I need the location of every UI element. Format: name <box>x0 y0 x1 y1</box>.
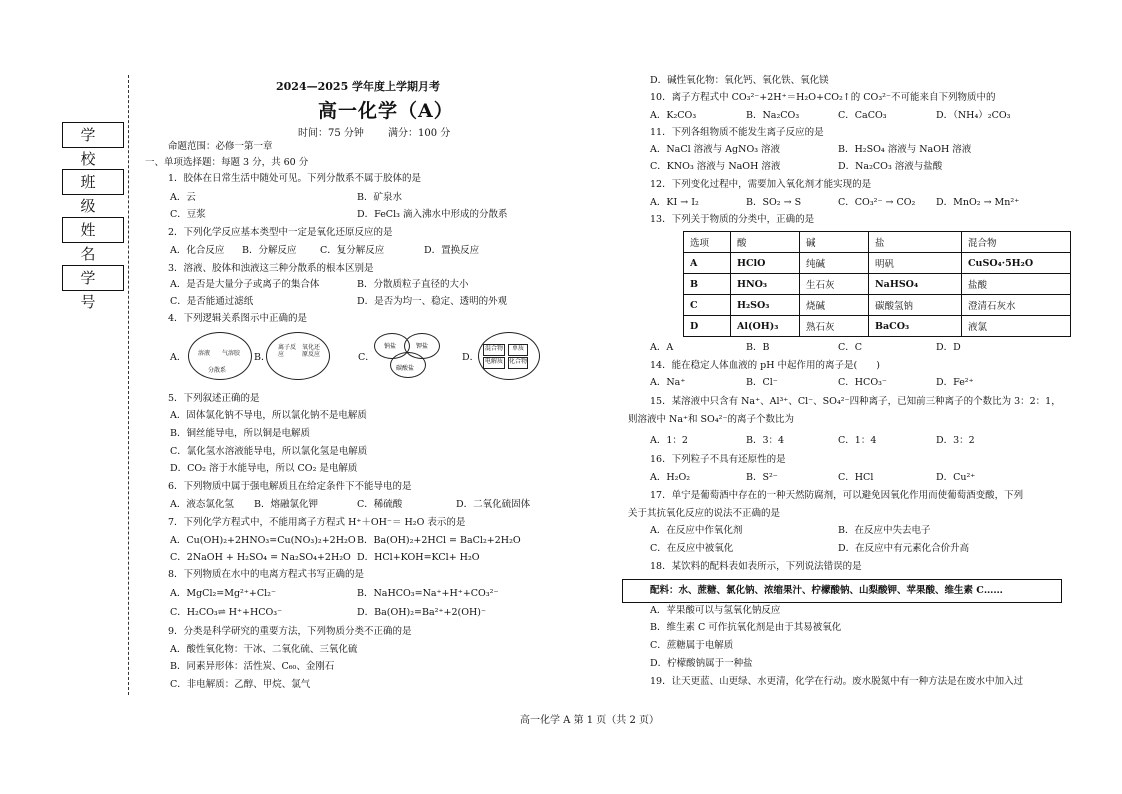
q7-stem: 7．下列化学方程式中，不能用离子方程式 H⁺＋OH⁻＝ H₂O 表示的是 <box>168 517 466 528</box>
q11-option-b: B．H₂SO₄ 溶液与 NaOH 溶液 <box>838 144 972 155</box>
q6-option-b: B．熔融氯化钾 <box>254 499 318 510</box>
q2-stem: 2．下列化学反应基本类型中一定是氧化还原反应的是 <box>168 227 393 238</box>
q7-option-a: A．Cu(OH)₂+2HNO₃=Cu(NO₃)₂+2H₂O <box>170 535 356 546</box>
q13-classification-table <box>683 231 1071 337</box>
table-cell: A <box>684 253 731 274</box>
q13-option-b: B．B <box>746 342 770 353</box>
q11-option-c: C．KNO₃ 溶液与 NaOH 溶液 <box>650 161 781 172</box>
q7-option-c: C．2NaOH + H₂SO₄ = Na₂SO₄+2H₂O <box>170 552 351 563</box>
q3-stem: 3．溶液、胶体和浊液这三种分散系的根本区别是 <box>168 263 374 274</box>
q14-option-c: C．HCO₃⁻ <box>838 377 887 388</box>
q4-a-label-2: 气溶胶 <box>222 350 241 357</box>
page-title: 高一化学（A） <box>318 100 454 122</box>
exam-score: 满分：100 分 <box>388 128 451 139</box>
q1-option-b: B．矿泉水 <box>357 192 402 203</box>
q4-option-a: A． <box>170 352 187 363</box>
table-cell: 明矾 <box>869 253 962 274</box>
q1-option-c: C．豆浆 <box>170 209 206 220</box>
table-header-cell: 混合物 <box>962 232 1071 253</box>
table-cell: CuSO₄·5H₂O <box>962 253 1071 274</box>
page-footer: 高一化学 A 第 1 页（共 2 页） <box>520 715 660 726</box>
q13-option-a: A．A <box>650 342 674 353</box>
q17-option-a: A．在反应中作氧化剂 <box>650 525 743 536</box>
q19-stem: 19．让天更蓝、山更绿、水更清，化学在行动。废水脱氮中有一种方法是在废水中加入过 <box>650 676 1024 687</box>
q4-d-label-1: 混合物 <box>483 344 505 356</box>
q14-option-b: B．Cl⁻ <box>746 377 778 388</box>
q2-option-a: A．化合反应 <box>170 245 225 256</box>
table-cell: 熟石灰 <box>800 316 869 337</box>
table-cell: 烧碱 <box>800 295 869 316</box>
q10-option-d: D．（NH₄）₂CO₃ <box>936 110 1011 121</box>
q4-c-label-2: 钾盐 <box>416 343 429 350</box>
q15-option-d: D．3：2 <box>936 435 975 446</box>
table-cell: Al(OH)₃ <box>731 316 800 337</box>
exam-scope: 命题范围：必修一第一章 <box>168 141 273 152</box>
q14-option-d: D．Fe²⁺ <box>936 377 974 388</box>
q12-option-b: B．SO₂ → S <box>746 197 802 208</box>
table-cell: 纯碱 <box>800 253 869 274</box>
q14-stem: 14．能在稳定人体血液的 pH 中起作用的离子是( ) <box>650 360 880 371</box>
q10-stem: 10．离子方程式中 CO₃²⁻+2H⁺＝H₂O+CO₂↑的 CO₃²⁻不可能来自下列物质中的 <box>650 92 996 103</box>
q9-option-c: C．非电解质：乙醇、甲烷、氯气 <box>170 679 311 690</box>
table-cell: BaCO₃ <box>869 316 962 337</box>
table-cell: 液氯 <box>962 316 1071 337</box>
table-cell: D <box>684 316 731 337</box>
q17-stem: 17．单宁是葡萄酒中存在的一种天然防腐剂，可以避免因氧化作用而使葡萄酒变酸，下列 <box>650 490 1024 501</box>
table-cell: B <box>684 274 731 295</box>
q15-option-a: A．1：2 <box>650 435 688 446</box>
q12-stem: 12．下列变化过程中，需要加入氧化剂才能实现的是 <box>650 179 872 190</box>
q16-option-b: B．S²⁻ <box>746 472 778 483</box>
q4-diagram-d <box>478 332 540 380</box>
q12-option-a: A．KI → I₂ <box>650 197 699 208</box>
q2-option-c: C．复分解反应 <box>320 245 385 256</box>
q14-option-a: A．Na⁺ <box>650 377 686 388</box>
q4-a-label-1: 溶液 <box>198 350 211 357</box>
q9-stem: 9．分类是科学研究的重要方法，下列物质分类不正确的是 <box>168 626 412 637</box>
q5-option-a: A．固体氯化钠不导电，所以氯化钠不是电解质 <box>170 410 367 421</box>
q13-stem: 13．下列关于物质的分类中，正确的是 <box>650 214 815 225</box>
q4-d-label-2: 单质 <box>508 344 528 356</box>
q15-option-b: B．3：4 <box>746 435 785 446</box>
q17-stem-continued: 关于其抗氧化反应的说法不正确的是 <box>628 508 781 519</box>
q12-option-d: D．MnO₂ → Mn²⁺ <box>936 197 1020 208</box>
q3-option-c: C．是否能通过滤纸 <box>170 296 254 307</box>
q13-option-d: D．D <box>936 342 961 353</box>
q4-c-label-3: 碳酸盐 <box>396 365 415 372</box>
q17-option-d: D．在反应中有元素化合价升高 <box>838 543 970 554</box>
table-row <box>684 316 1071 337</box>
q4-option-d: D． <box>462 352 480 363</box>
q3-option-a: A．是否是大量分子或离子的集合体 <box>170 279 320 290</box>
q6-option-d: D．二氧化硫固体 <box>456 499 531 510</box>
q10-option-c: C．CaCO₃ <box>838 110 887 121</box>
q2-option-d: D．置换反应 <box>424 245 480 256</box>
binding-line <box>128 75 130 695</box>
table-row <box>684 295 1071 316</box>
q4-b-label-1: 离子反应 <box>278 344 297 358</box>
section-heading: 一、单项选择题：每题 3 分，共 60 分 <box>145 157 309 168</box>
q8-option-a: A．MgCl₂=Mg²⁺+Cl₂⁻ <box>170 588 276 599</box>
q11-stem: 11．下列各组物质不能发生离子反应的是 <box>650 127 824 138</box>
table-row <box>684 253 1071 274</box>
q8-option-c: C．H₂CO₃⇌ H⁺+HCO₃⁻ <box>170 607 283 618</box>
table-cell: NaHSO₄ <box>869 274 962 295</box>
q12-option-c: C．CO₃²⁻ → CO₂ <box>838 197 916 208</box>
q13-option-c: C．C <box>838 342 863 353</box>
table-cell: 生石灰 <box>800 274 869 295</box>
q15-stem-continued: 则溶液中 Na⁺和 SO₄²⁻的离子个数比为 <box>628 414 794 425</box>
q17-option-b: B．在反应中失去电子 <box>838 525 931 536</box>
q1-option-d: D．FeCl₃ 滴入沸水中形成的分散系 <box>357 209 508 220</box>
table-cell: 盐酸 <box>962 274 1071 295</box>
q4-c-label-1: 钠盐 <box>384 343 397 350</box>
q11-option-a: A．NaCl 溶液与 AgNO₃ 溶液 <box>650 144 781 155</box>
q8-option-b: B．NaHCO₃=Na⁺+H⁺+CO₃²⁻ <box>357 588 499 599</box>
table-header-cell: 碱 <box>800 232 869 253</box>
table-cell: H₂SO₃ <box>731 295 800 316</box>
table-header-row <box>684 232 1071 253</box>
q16-option-c: C．HCl <box>838 472 874 483</box>
q8-stem: 8．下列物质在水中的电离方程式书写正确的是 <box>168 569 365 580</box>
q5-option-b: B．铜丝能导电，所以铜是电解质 <box>170 428 310 439</box>
q15-option-c: C．1：4 <box>838 435 877 446</box>
q4-stem: 4．下列逻辑关系图示中正确的是 <box>168 313 308 324</box>
q16-option-a: A．H₂O₂ <box>650 472 691 483</box>
school-field-label: 学 校 <box>62 122 124 148</box>
table-cell: C <box>684 295 731 316</box>
q4-a-label-3: 分散系 <box>208 367 227 374</box>
q8-option-d: D．Ba(OH)₂=Ba²⁺+2(OH)⁻ <box>357 607 486 618</box>
q17-option-c: C．在反应中被氧化 <box>650 543 734 554</box>
exam-year: 2024—2025 学年度上学期月考 <box>276 80 441 93</box>
q18-stem: 18．某饮料的配料表如表所示，下列说法错误的是 <box>650 561 862 572</box>
q3-option-b: B．分散质粒子直径的大小 <box>357 279 469 290</box>
ingredients-text: 配料：水、蔗糖、氯化钠、浓缩果汁、柠檬酸钠、山梨酸钾、苹果酸、维生素 C…… <box>650 585 1003 596</box>
q7-option-d: D．HCl+KOH=KCl+ H₂O <box>357 552 480 563</box>
table-row <box>684 274 1071 295</box>
table-header-cell: 酸 <box>731 232 800 253</box>
q18-option-a: A．苹果酸可以与氢氧化钠反应 <box>650 605 781 616</box>
table-cell: 碳酸氢钠 <box>869 295 962 316</box>
q4-d-label-3: 电解质 <box>483 357 505 369</box>
table-cell: HClO <box>731 253 800 274</box>
q16-option-d: D．Cu²⁺ <box>936 472 976 483</box>
q9-option-d: D．碱性氧化物：氧化钙、氧化铁、氧化镁 <box>650 75 829 86</box>
q9-option-a: A．酸性氧化物：干冰、二氧化硫、三氧化硫 <box>170 644 358 655</box>
q18-option-d: D．柠檬酸钠属于一种盐 <box>650 658 753 669</box>
q5-stem: 5．下列叙述正确的是 <box>168 393 260 404</box>
q3-option-d: D．是否为均一、稳定、透明的外观 <box>357 296 508 307</box>
q6-stem: 6．下列物质中属于强电解质且在给定条件下不能导电的是 <box>168 481 412 492</box>
student-id-field-label: 学 号 <box>62 265 124 291</box>
q15-stem: 15．某溶液中只含有 Na⁺、Al³⁺、Cl⁻、SO₄²⁻四种离子，已知前三种离子的个数比为 3：2：1， <box>650 396 1061 407</box>
q4-b-label-2: 氧化还原反应 <box>302 344 321 358</box>
q18-option-c: C．蔗糖属于电解质 <box>650 640 734 651</box>
q11-option-d: D．Na₂CO₃ 溶液与盐酸 <box>838 161 943 172</box>
q10-option-a: A．K₂CO₃ <box>650 110 697 121</box>
q2-option-b: B．分解反应 <box>242 245 297 256</box>
q1-option-a: A．云 <box>170 192 196 203</box>
table-cell: HNO₃ <box>731 274 800 295</box>
q6-option-a: A．液态氯化氢 <box>170 499 234 510</box>
table-cell: 澄清石灰水 <box>962 295 1071 316</box>
q5-option-c: C．氯化氢水溶液能导电，所以氯化氢是电解质 <box>170 446 368 457</box>
q1-stem: 1．胶体在日常生活中随处可见。下列分散系不属于胶体的是 <box>168 173 422 184</box>
q4-option-b: B． <box>254 352 271 363</box>
q6-option-c: C．稀硫酸 <box>357 499 403 510</box>
name-field-label: 姓 名 <box>62 217 124 243</box>
q4-d-label-4: 化合物 <box>508 357 528 369</box>
q4-option-c: C． <box>358 352 375 363</box>
q5-option-d: D．CO₂ 溶于水能导电，所以 CO₂ 是电解质 <box>170 463 358 474</box>
table-header-cell: 盐 <box>869 232 962 253</box>
class-field-label: 班 级 <box>62 169 124 195</box>
q16-stem: 16．下列粒子不具有还原性的是 <box>650 454 786 465</box>
q18-option-b: B．维生素 C 可作抗氧化剂是由于其易被氧化 <box>650 622 842 633</box>
q9-option-b: B．同素异形体：活性炭、C₆₀、金刚石 <box>170 661 335 672</box>
q7-option-b: B．Ba(OH)₂+2HCl = BaCl₂+2H₂O <box>357 535 521 546</box>
exam-time: 时间：75 分钟 <box>298 128 364 139</box>
q10-option-b: B．Na₂CO₃ <box>746 110 800 121</box>
table-header-cell: 选项 <box>684 232 731 253</box>
